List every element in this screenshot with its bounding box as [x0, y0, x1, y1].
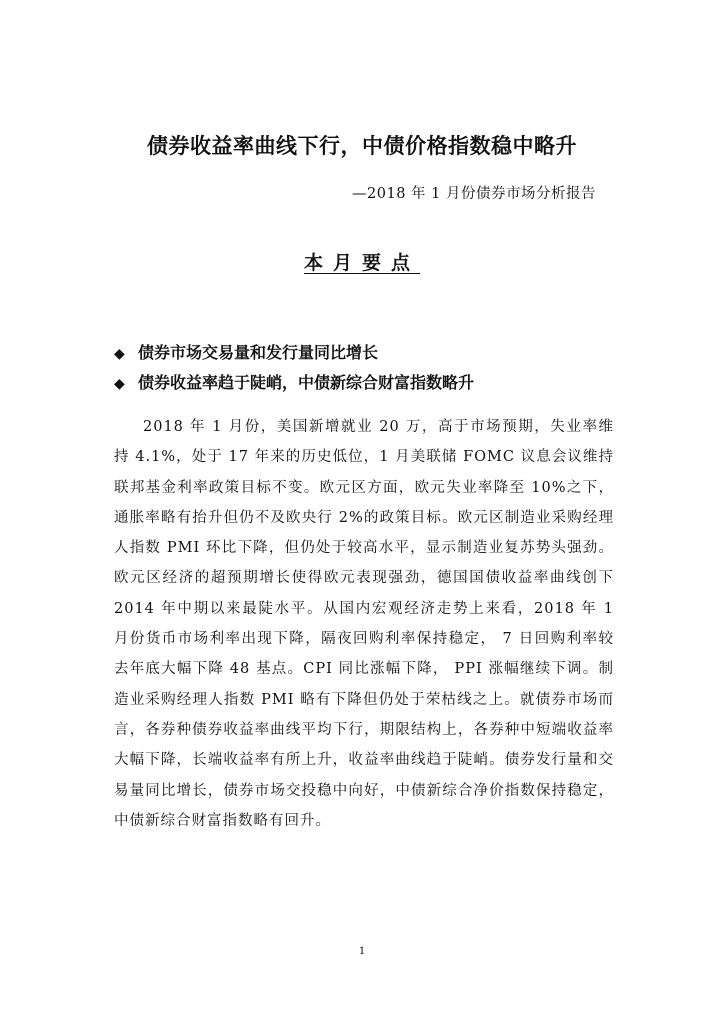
diamond-icon: ◆	[114, 346, 125, 362]
section-heading: 本月要点	[303, 252, 420, 274]
page-number: 1	[358, 946, 366, 957]
key-points-list	[114, 338, 614, 398]
body-paragraph: 2018 年 1 月份，美国新增就业 20 万，高于市场预期，失业率维持 4.1%，处于 17 年来的历史低位，1 月美联储 FOMC 议息会议维持联邦基金利率政策目标不变。欧元区方面，欧元失业率降至 10%之下，通胀率略有抬升但仍不及欧央行 2%的政策目标。欧元区制造业采购经理人指数 PMI 环比下降，但仍处于较高水平，显示制造业复苏势头强劲。欧元区经济的超预期增长使得欧元表现强劲，德国国债收益率曲线创下 2014 年中期以来最陡水平。从国内宏观经济走势上来看，2018 年 1 月份货币市场利率出现下降，隔夜回购利率保持稳定， 7 日回购利率较去年底大幅下降 48 基点。CPI 同比涨幅下降， PPI 涨幅继续下调。制造业采购经理人指数 PMI 略有下降但仍处于荣枯线之上。就债券市场而言，各券种债券收益率曲线平均下行，期限结构上，各券种中短端收益率大幅下降，长端收益率有所上升，收益率曲线趋于陡峭。债券发行量和交易量同比增长，债券市场交投稳中向好，中债新综合净价指数保持稳定，中债新综合财富指数略有回升。	[114, 419, 614, 829]
bullet-text: 债券收益率趋于陡峭，中债新综合财富指数略升	[138, 373, 475, 392]
diamond-icon: ◆	[114, 376, 125, 392]
document-subtitle: —2018 年 1 月份债券市场分析报告	[352, 186, 596, 202]
bullet-text: 债券市场交易量和发行量同比增长	[138, 343, 379, 362]
list-item	[114, 338, 614, 368]
list-item	[114, 368, 614, 398]
document-title: 债券收益率曲线下行，中债价格指数稳中略升	[147, 134, 577, 158]
